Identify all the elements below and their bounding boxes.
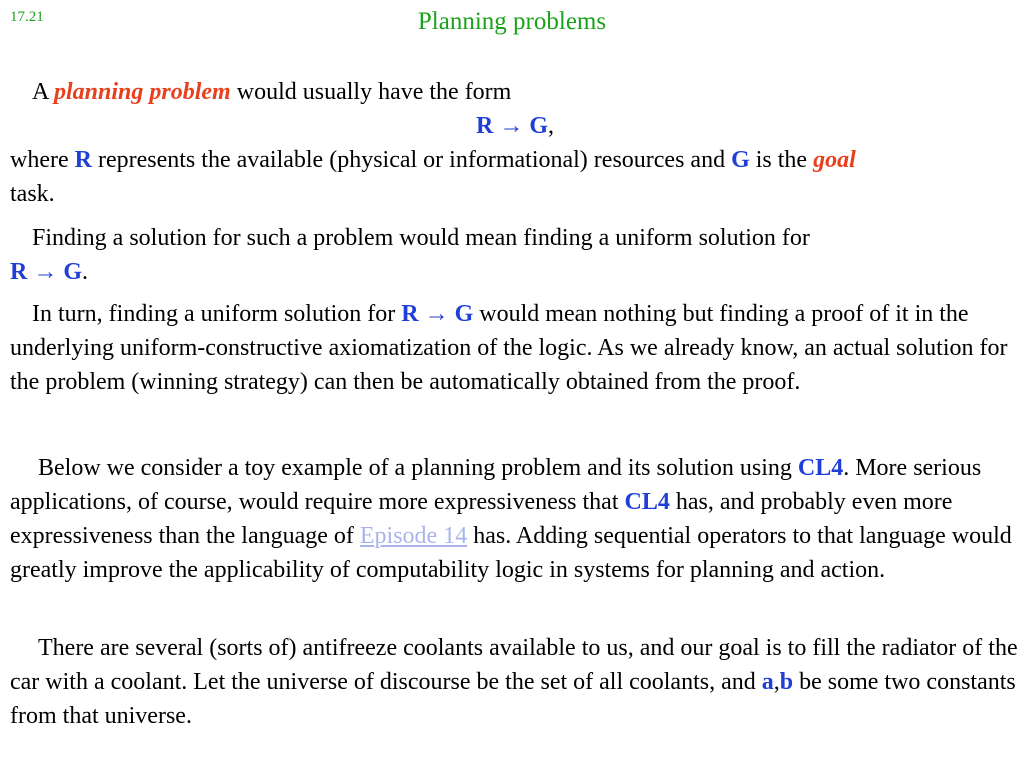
arrow-symbol: →: [499, 113, 524, 139]
cl4-term: CL4: [624, 489, 670, 515]
paragraph-coolants: [10, 631, 1020, 733]
formula-r: R: [475, 113, 494, 139]
symbol-g: G: [731, 147, 750, 173]
symbol-g: G: [63, 259, 83, 285]
text-task: task.: [10, 181, 55, 207]
symbol-r: R: [74, 147, 92, 173]
text-is-the: is the: [755, 147, 808, 173]
slide-title: Planning problems: [417, 8, 607, 35]
symbol-r: R: [401, 301, 419, 327]
arrow-symbol: →: [33, 259, 58, 285]
text-below: Below we consider a toy example of a planning problem and its solution using: [38, 455, 792, 481]
constant-a: a: [761, 669, 774, 695]
symbol-r: R: [10, 259, 28, 285]
paragraph-planning-problem-form: [10, 75, 1020, 211]
cl4-term: CL4: [797, 455, 844, 481]
paragraph-uniform-solution: [10, 297, 1020, 399]
slide-number: 17.21: [10, 9, 44, 25]
text-finding-solution: Finding a solution for such a problem would mean finding a uniform solution for: [32, 225, 810, 251]
arrow-symbol: →: [424, 301, 449, 327]
text-adding-operators: has. Adding sequential operators to that language would greatly improve the applicability of computability logic in systems for planning and action.: [10, 523, 1012, 583]
text-where: where: [10, 147, 69, 173]
text-period: .: [82, 259, 89, 285]
constant-b: b: [779, 669, 794, 695]
text-in-turn: In turn, finding a uniform solution for: [32, 301, 396, 327]
text-expressiveness: has, and probably even more expressiveness than the language of: [10, 489, 953, 549]
formula-comma: ,: [548, 113, 554, 139]
planning-problem-term: planning problem: [54, 79, 231, 105]
formula-r-to-g: [10, 109, 1020, 143]
goal-term: goal: [813, 147, 856, 173]
text-proof: would mean nothing but finding a proof of it in the underlying uniform-constructive axiomatization of the logic. As we already know, an actual solution for the problem (winning strategy) can then be automatically obtained from the proof.: [10, 301, 1008, 395]
text-constants: be some two constants from that universe.: [10, 669, 1016, 729]
symbol-g: G: [454, 301, 474, 327]
text-form: would usually have the form: [236, 79, 512, 105]
text-a: A: [32, 79, 49, 105]
text-resources: represents the available (physical or informational) resources and: [97, 147, 726, 173]
paragraph-finding-solution: [10, 221, 1020, 289]
text-coolants: There are several (sorts of) antifreeze coolants available to us, and our goal is to fill the radiator of the car with a coolant. Let the universe of discourse be the set of all coolants, and: [10, 635, 1018, 695]
formula-g: G: [529, 113, 548, 139]
episode-14-link[interactable]: Episode 14: [359, 523, 468, 549]
paragraph-toy-example: [10, 451, 1020, 587]
text-comma: ,: [773, 669, 780, 695]
text-more-serious: . More serious applications, of course, would require more expressiveness that: [10, 455, 982, 515]
